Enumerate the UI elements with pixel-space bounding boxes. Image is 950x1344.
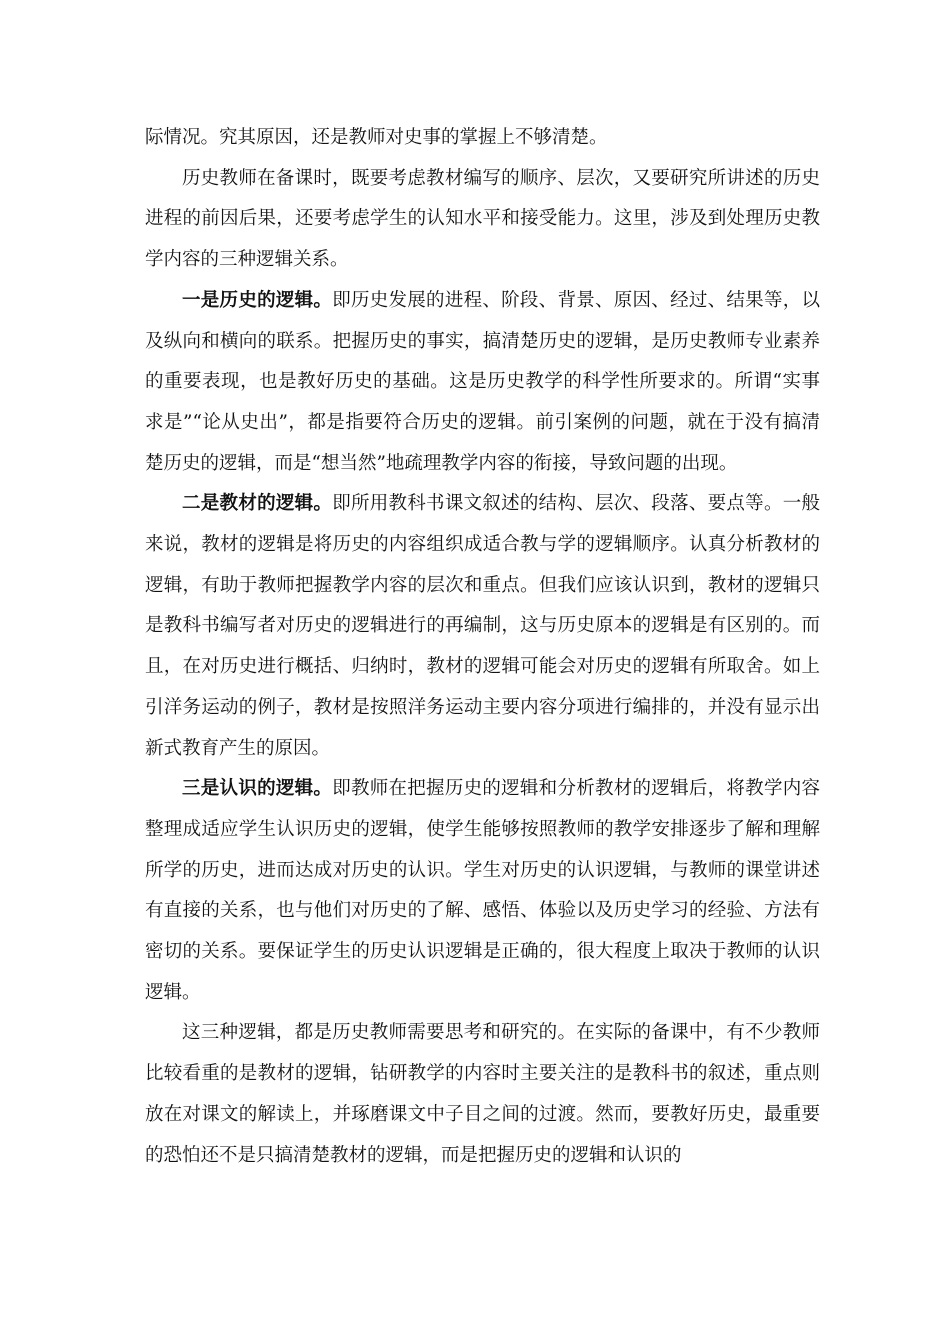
paragraph-text: 即所用教科书课文叙述的结构、层次、段落、要点等。一般来说，教材的逻辑是将历史的内容组织成适合教与学的逻辑顺序。认真分析教材的逻辑，有助于教师把握教学内容的层次和重点。但我们应该认识到，教材的逻辑只是教科书编写者对历史的逻辑进行的再编制，这与历史原本的逻辑是有区别的。而且，在对历史进行概括、归纳时，教材的逻辑可能会对历史的逻辑有所取舍。如上引洋务运动的例子，教材是按照洋务运动主要内容分项进行编排的，并没有显示出新式教育产生的原因。 [145, 493, 820, 759]
paragraph-text: 这三种逻辑，都是历史教师需要思考和研究的。在实际的备课中，有不少教师比较看重的是教材的逻辑，钻研教学的内容时主要关注的是教科书的叙述，重点则放在对课文的解读上，并琢磨课文中子目之间的过渡。然而，要教好历史，最重要的恐怕还不是只搞清楚教材的逻辑，而是把握历史的逻辑和认识的 [145, 1022, 820, 1166]
paragraph-lead: 三是认识的逻辑。 [182, 778, 333, 800]
paragraph-cognitive-logic [145, 769, 820, 1013]
paragraph-lead: 二是教材的逻辑。 [182, 493, 333, 515]
document-body [145, 118, 820, 1176]
paragraph-text: 即教师在把握历史的逻辑和分析教材的逻辑后，将教学内容整理成适应学生认识历史的逻辑，使学生能够按照教师的教学安排逐步了解和理解所学的历史，进而达成对历史的认识。学生对历史的认识逻辑，与教师的课堂讲述有直接的关系，也与他们对历史的了解、感悟、体验以及历史学习的经验、方法有密切的关系。要保证学生的历史认识逻辑是正确的，很大程度上取决于教师的认识逻辑。 [145, 778, 820, 1003]
paragraph-intro [145, 159, 820, 281]
paragraph-text: 历史教师在备课时，既要考虑教材编写的顺序、层次，又要研究所讲述的历史进程的前因后果，还要考虑学生的认知水平和接受能力。这里，涉及到处理历史教学内容的三种逻辑关系。 [145, 167, 820, 271]
paragraph-lead: 一是历史的逻辑。 [182, 289, 333, 311]
paragraph-text: 即历史发展的进程、阶段、背景、原因、经过、结果等，以及纵向和横向的联系。把握历史的事实，搞清楚历史的逻辑，是历史教师专业素养的重要表现，也是教好历史的基础。这是历史教学的科学性所要求的。所谓“实事求是”“论从史出”，都是指要符合历史的逻辑。前引案例的问题，就在于没有搞清楚历史的逻辑，而是“想当然”地疏理教学内容的衔接，导致问题的出现。 [145, 289, 820, 474]
paragraph-conclusion [145, 1013, 820, 1176]
paragraph-textbook-logic [145, 484, 820, 769]
paragraph-continuation [145, 118, 820, 159]
paragraph-text: 际情况。究其原因，还是教师对史事的掌握上不够清楚。 [145, 127, 608, 148]
paragraph-historical-logic [145, 281, 820, 485]
